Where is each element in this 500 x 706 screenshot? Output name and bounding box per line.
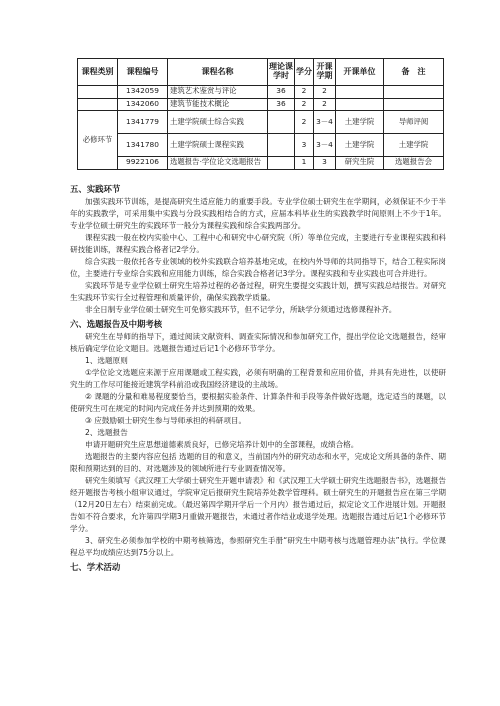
header-category: 课程类别 [78, 59, 118, 86]
cell-credits: 2 [295, 86, 314, 99]
cell-code: 9922106 [118, 157, 168, 170]
cell-code: 1342060 [118, 98, 168, 111]
paragraph: 综合实践一般依托各专业领域的校外实践联合培养基地完成，在校内外导师的共同指导下，结合工程实际岗位，主要进行专业综合实践和应用能力训练，综合实践合格者记3学分。课程实践和专业实践也可合并进行。 [70, 257, 446, 278]
header-semester: 开课学期 [314, 59, 336, 86]
cell-code: 1341779 [118, 111, 168, 134]
header-hours: 理论课学时 [268, 59, 295, 86]
cell-name: 建筑艺术鉴赏与评论 [168, 86, 268, 99]
cell-remark [384, 86, 444, 99]
cell-credits: 3 [295, 134, 314, 157]
cell-hours: 36 [268, 98, 295, 111]
section-7-heading: 七、学术活动 [70, 562, 121, 572]
cell-hours [268, 157, 295, 170]
table-header-row [78, 59, 444, 86]
table-row [78, 111, 444, 134]
cell-unit [336, 86, 384, 99]
cell-semester: 3－4 [314, 111, 336, 134]
cell-credits: 2 [295, 98, 314, 111]
header-credits: 学分 [295, 59, 314, 86]
paragraph: 申请开题研究生应思想道德素质良好，已修完培养计划中的全部课程，成绩合格。 [85, 440, 359, 449]
cell-unit: 研究生院 [336, 157, 384, 170]
table-row [78, 134, 444, 157]
paragraph: 课程实践一般在校内实验中心、工程中心和研究中心研究院（所）等单位完成，主要进行专业课程实践和科研技能训练，课程实践合格者记2学分。 [70, 233, 446, 254]
paragraph: 选题报告的主要内容应包括 选题的目的和意义，当前国内外的研究动态和水平，完成论文所具备的条件、期限和预期达到的目的、对选题涉及的领域所进行专业调查情况等。 [70, 452, 446, 473]
cell-category [78, 98, 118, 111]
table-row [78, 98, 444, 111]
cell-semester: 2 [314, 98, 336, 111]
cell-remark: 导师评阅 [384, 111, 444, 134]
cell-name: 土建学院硕士课程实践 [168, 134, 268, 157]
cell-credits: 1 [295, 157, 314, 170]
cell-semester: 3 [314, 157, 336, 170]
header-unit: 开课单位 [336, 59, 384, 86]
paragraph: 研究生须填写《武汉理工大学硕士研究生开题申请表》和《武汉理工大学硕士研究生选题报告书》，选题报告经开题报告考核小组审议通过，学院审定后报研究生院培养处教学管理科。硕士研究生的开题报告应在第三学期（12月20日左右）结束前完成。（最迟第四学期开学后一个月内）报告通过后，拟定论文工作进展计划。开题报告如不符合要求，允许第四学期3月重做开题报告，未通过者作结业或退学处理。选题报告通过后记1个必修环节学分。 [70, 476, 446, 533]
body-text [70, 181, 446, 574]
cell-credits: 2 [295, 111, 314, 134]
cell-name: 选题报告·学位论文选题报告 [168, 157, 268, 170]
cell-unit [336, 98, 384, 111]
header-remark: 备 注 [384, 59, 444, 86]
subheading: 2、选题报告 [85, 428, 128, 437]
cell-semester: 3－4 [314, 134, 336, 157]
cell-remark: 选题报告会 [384, 157, 444, 170]
cell-required-category: 必修环节 [78, 111, 118, 170]
paragraph: 实践环节是专业学位硕士研究生培养过程的必备过程，研究生要提交实践计划，撰写实践总结报告。对研究生实践环节实行全过程管理和质量评价，确保实践教学质量。 [70, 281, 446, 302]
course-table [77, 58, 444, 170]
paragraph: ①学位论文选题应来源于应用课题或工程实践，必须有明确的工程背景和应用价值，并具有先进性，以使研究生的工作尽可能接近建筑学科前沿或我国经济建设的主战场。 [70, 368, 446, 389]
paragraph: ② 课题的分量和难易程度要恰当，要根据实验条件、计算条件和手段等条件做好选题，选定适当的课题，以使研究生可在规定的时间内完成任务并达到预期的效果。 [70, 392, 446, 413]
header-name: 课程名称 [168, 59, 268, 86]
paragraph: ③ 应鼓励硕士研究生参与导师承担的科研项目。 [85, 416, 247, 425]
paragraph: 研究生在导师的指导下，通过阅读文献资料、调查实际情况和参加研究工作，提出学位论文选题报告，经审核后确定学位论文题目。选题报告通过后记1个必修环节学分。 [70, 332, 446, 353]
header-code: 课程编号 [118, 59, 168, 86]
cell-category [78, 86, 118, 99]
cell-remark: 土建学院 [384, 134, 444, 157]
cell-hours [268, 134, 295, 157]
cell-semester: 2 [314, 86, 336, 99]
paragraph: 3、研究生必须参加学校的中期考核筛选，参照研究生手册“研究生中期考核与选题管理办法”执行。学位课程总平均成绩应达到75分以上。 [70, 536, 446, 557]
cell-hours [268, 111, 295, 134]
cell-code: 1341780 [118, 134, 168, 157]
table-row [78, 86, 444, 99]
paragraph: 非全日制专业学位硕士研究生可免修实践环节，但不记学分，所缺学分须通过选修课程补齐。 [85, 305, 397, 314]
section-6-heading: 六、选题报告及中期考核 [70, 319, 163, 329]
cell-unit: 土建学院 [336, 111, 384, 134]
subheading: 1、选题原则 [85, 356, 128, 365]
paragraph: 加强实践环节训练，是提高研究生适应能力的重要手段。专业学位硕士研究生在学期间，必须保证不少于半年的实践教学，可采用集中实践与分段实践相结合的方式，应届本科毕业生的实践教学时间原则上不少于1年。专业学位硕士研究生的实践环节一般分为课程实践和综合实践两部分。 [70, 197, 446, 230]
cell-remark [384, 98, 444, 111]
cell-name: 建筑节能技术概论 [168, 98, 268, 111]
cell-code: 1342059 [118, 86, 168, 99]
cell-name: 土建学院硕士综合实践 [168, 111, 268, 134]
section-5-heading: 五、实践环节 [70, 184, 121, 194]
cell-hours: 36 [268, 86, 295, 99]
table-row [78, 157, 444, 170]
cell-unit: 土建学院 [336, 134, 384, 157]
